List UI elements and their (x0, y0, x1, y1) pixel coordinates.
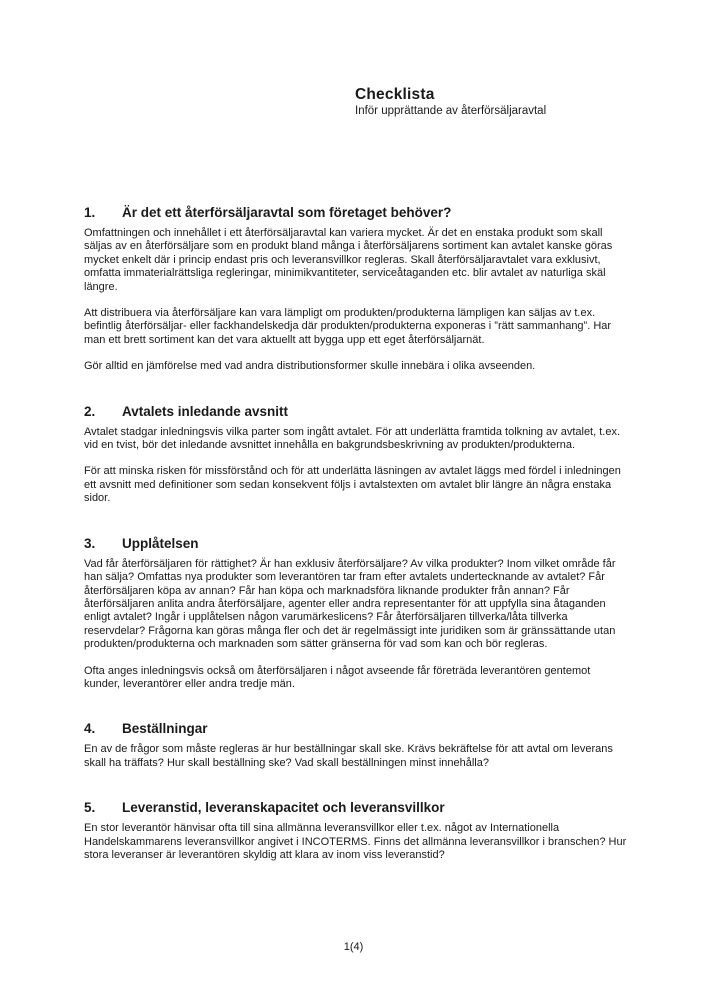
section-5 (84, 800, 628, 862)
section-5-number: 5. (84, 800, 96, 816)
section-4-title: Beställningar (122, 721, 208, 737)
section-2-paragraph-1: Avtalet stadgar inledningsvis vilka parter som ingått avtalet. För att underlätta framtida tolkning av avtalet, t.ex. vid en tvist, bör det inledande avsnittet innehålla en bakgrundsbeskrivning av produkten/produkterna. (84, 425, 621, 452)
section-4-number: 4. (84, 721, 96, 737)
section-1-paragraph-3: Gör alltid en jämförelse med vad andra distributionsformer skulle innebära i olika avseenden. (84, 360, 536, 373)
page-number: 1(4) (343, 941, 364, 953)
section-5-title: Leveranstid, leveranskapacitet och leveransvillkor (122, 800, 445, 816)
section-1-paragraph-1: Omfattningen och innehållet i ett återförsäljaravtal kan variera mycket. Är det en enstaka produkt som skall säljas av en återförsäljare som en produkt bland många i återförsäljarens sortiment kan avtalet kanske göras mycket enkelt där i princip endast pris och leveransvillkor regleras. Skall återförsäljaravtalet vara exklusivt, omfatta immaterialrättsliga regleringar, minimikvantiteter, serviceåtaganden etc. blir avtalet av naturliga skäl längre. (84, 227, 613, 293)
section-1 (84, 205, 628, 374)
section-5-heading (84, 800, 628, 816)
section-2-number: 2. (84, 403, 96, 419)
section-4-paragraph-1: En av de frågor som måste regleras är hur beställningar skall ske. Krävs bekräftelse för att avtal om leverans skall ha träffats? Hur skall beställning ske? Vad skall beställningen minst innehålla? (84, 743, 613, 769)
document-title: Checklista (355, 86, 435, 103)
document-subtitle: Inför upprättande av återförsäljaravtal (355, 105, 547, 117)
section-3 (84, 536, 628, 692)
section-3-number: 3. (84, 535, 96, 551)
section-5-paragraph-1: En stor leverantör hänvisar ofta till sina allmänna leveransvillkor eller t.ex. något av Internationella Handelskammarens leveransvillkor angivet i INCOTERMS. Finns det allmänna leveransvillkor i branschen? Hur stora leveranser är leverantören skyldig att klara av inom viss leveranstid? (84, 822, 627, 861)
section-3-title: Upplåtelsen (122, 535, 199, 551)
section-1-title: Är det ett återförsäljaravtal som företaget behöver? (122, 205, 452, 220)
section-2 (84, 404, 628, 506)
document-body (84, 205, 628, 862)
section-1-heading (84, 205, 628, 221)
section-2-title: Avtalets inledande avsnitt (122, 403, 289, 419)
section-3-paragraph-2: Ofta anges inledningsvis också om återförsäljaren i något avseende får företräda leverantören gentemot kunder, leverantörer eller andra tredje män. (84, 664, 591, 690)
section-1-paragraph-2: Att distribuera via återförsäljare kan vara lämpligt om produkten/produkterna lämpligen kan säljas av t.ex. befintlig återförsäljar- eller fackhandelskedja där produkten/produkterna exponeras i ”rätt sammanhang”. Har man ett brett sortiment kan det vara aktuellt att bygga upp ett eget återförsäljarnät. (84, 307, 612, 346)
section-2-paragraph-2: För att minska risken för missförstånd och för att underlätta läsningen av avtalet läggs med fördel i inledningen ett avsnitt med definitioner som sedan konsekvent följs i avtalstexten om avtalet blir längre än några enstaka sidor. (84, 465, 621, 505)
section-2-heading (84, 404, 628, 420)
document-footer (0, 941, 707, 954)
section-4-heading (84, 721, 628, 737)
document-header (355, 0, 707, 119)
section-3-heading (84, 536, 628, 552)
section-1-number: 1. (84, 205, 96, 220)
section-4 (84, 721, 628, 770)
section-3-paragraph-1: Vad får återförsäljaren för rättighet? Är han exklusiv återförsäljare? Av vilka produkter? Inom vilket område får han sälja? Omfattas nya produkter som leverantören tar fram efter avtalets undertecknande av avtalet? Får återförsäljaren köpa av annan? Får han köpa och marknadsföra liknande produkter från annan? Får återförsäljaren anlita andra återförsäljare, agenter eller andra representanter för att uppfylla sina åtaganden enligt avtalet? Ingår i upplåtelsen någon varumärkeslicens? Får återförsäljaren tillverka/låta tillverka reservdelar? Frågorna kan göras många fler och det är regelmässigt inte juridiken som är gränssättande utan produkten/produkterna och marknaden som sätter gränserna för vad som kan och bör regleras. (84, 557, 616, 651)
